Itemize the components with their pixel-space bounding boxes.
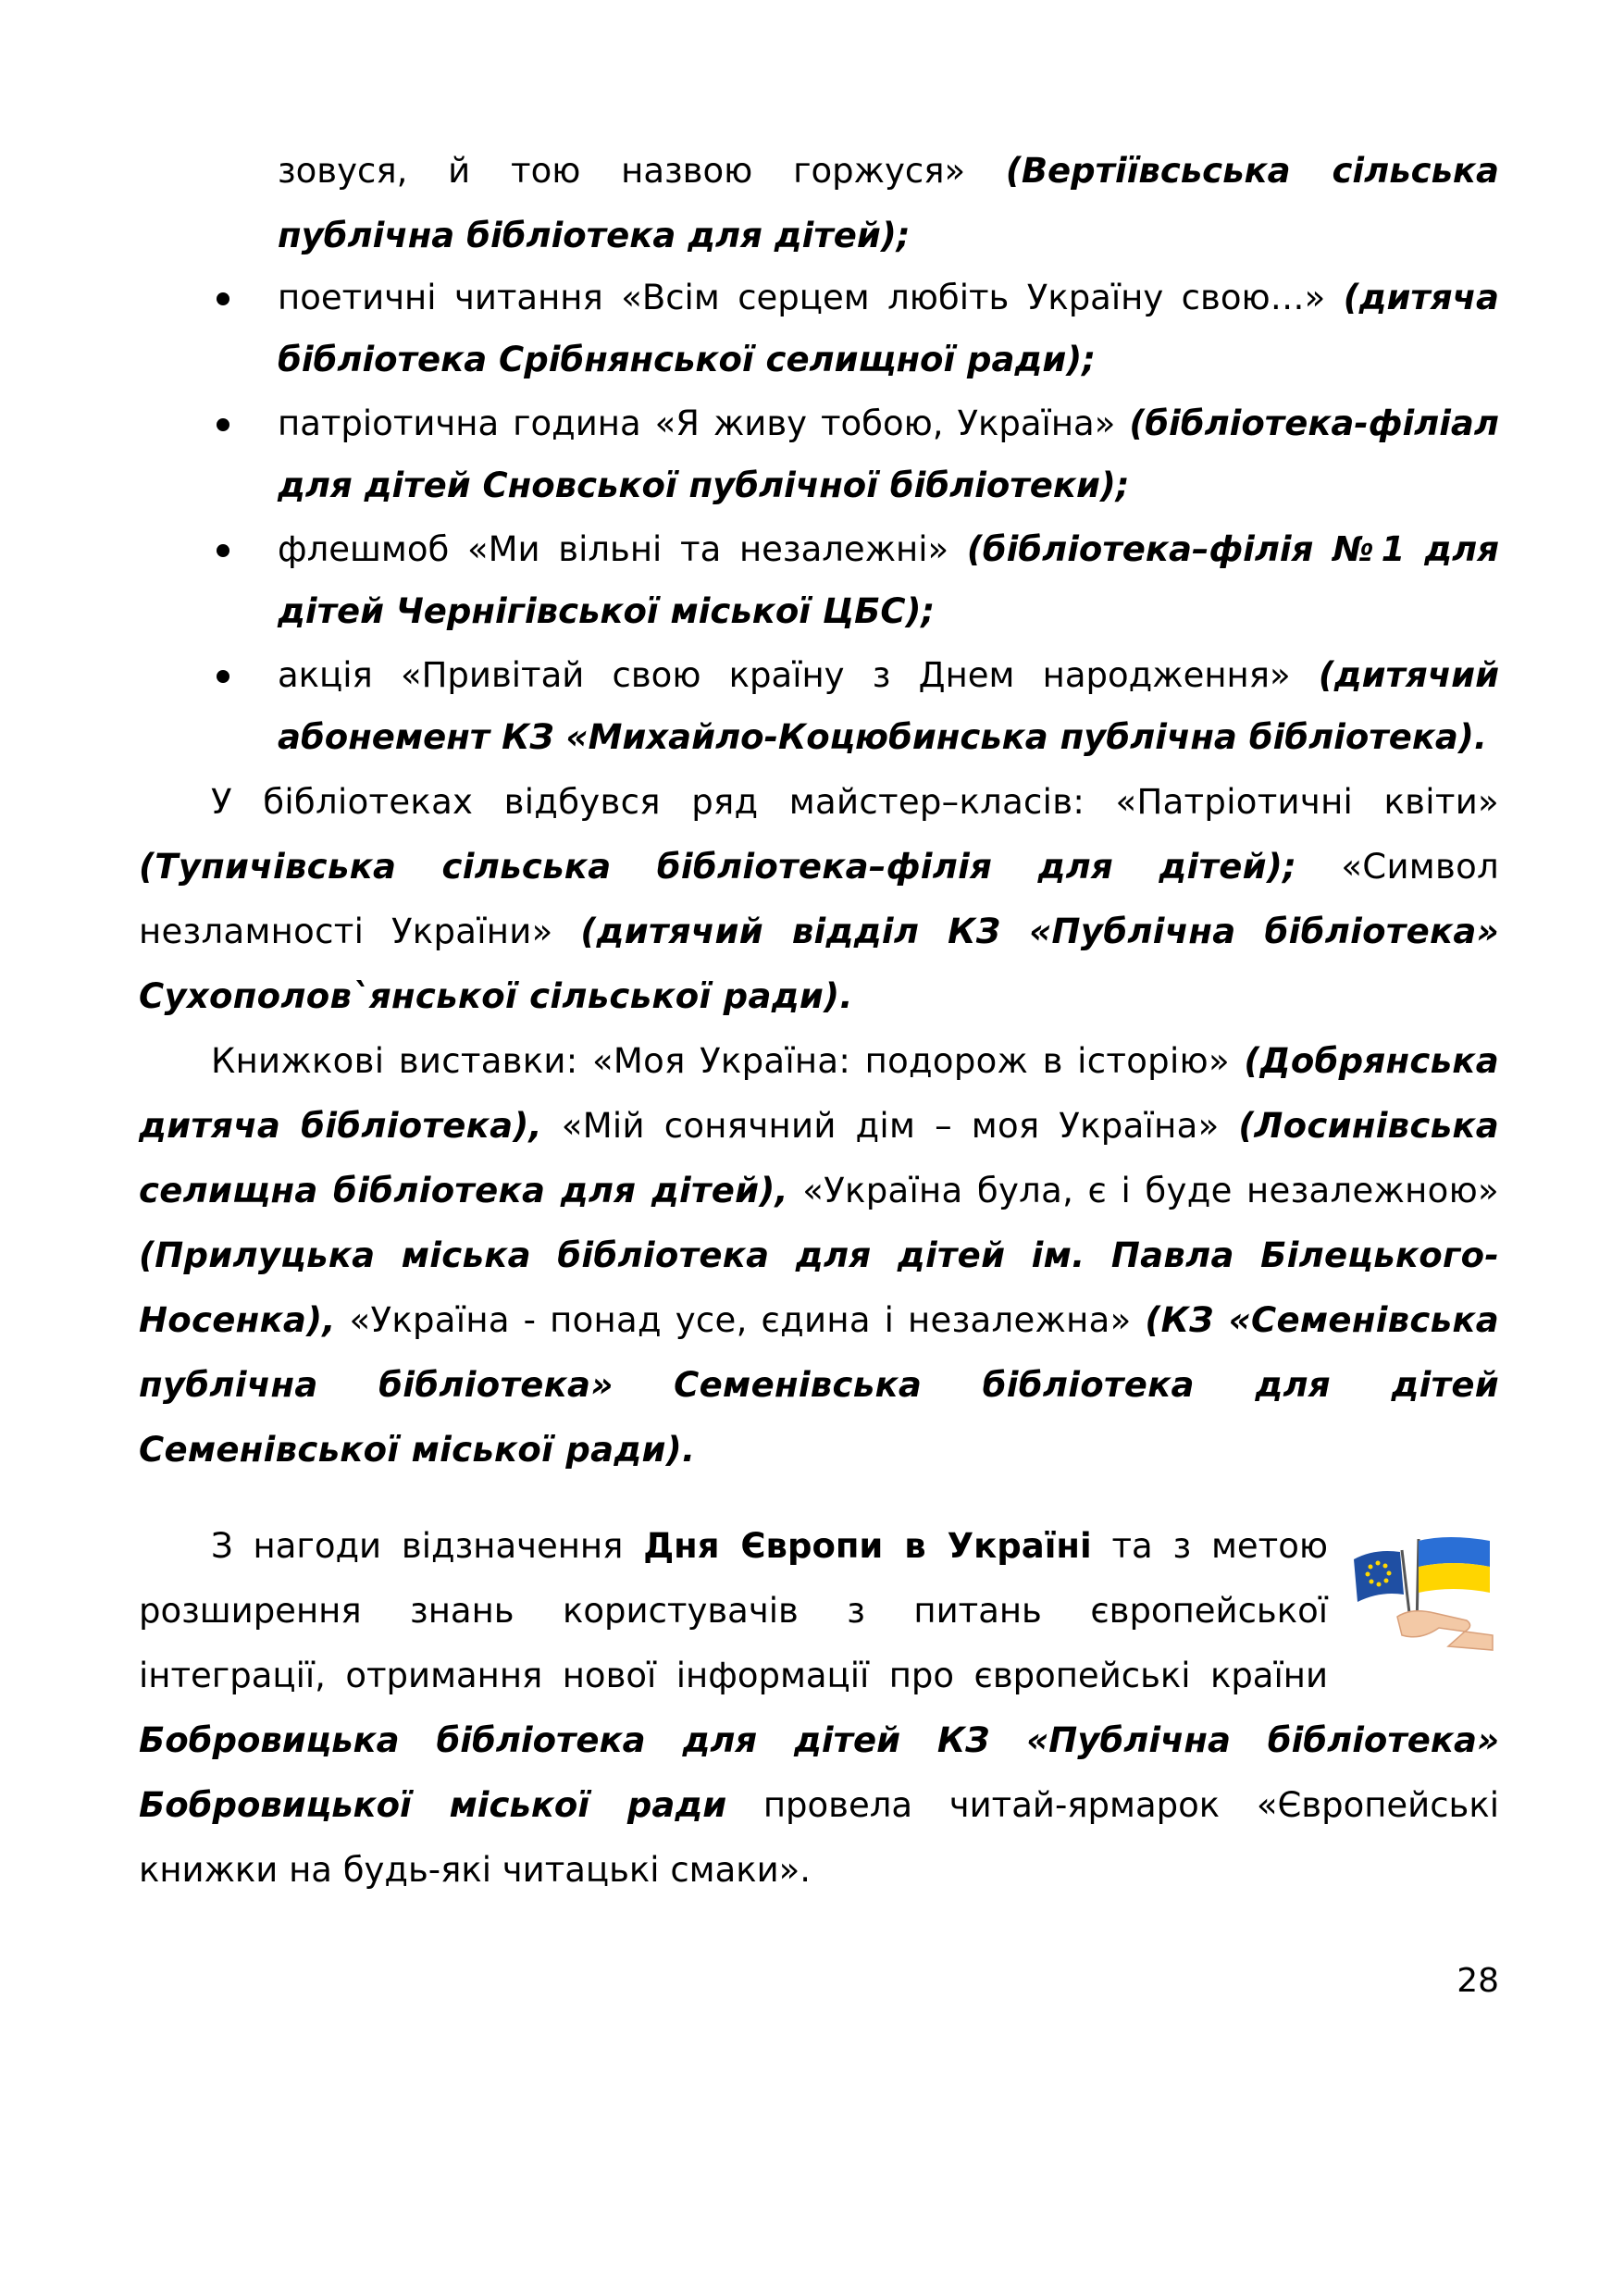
- paragraph-source: (Лосинівська селищна бібліотека для дітей),: [139, 1106, 1499, 1210]
- paragraph-text: У бібліотеках відбувся ряд майстер–класів: «Патріотичні квіти»: [211, 782, 1499, 822]
- flags-icon: [1346, 1532, 1494, 1657]
- eu-ukraine-flags-image: [1346, 1532, 1494, 1657]
- continuation-text: зовуся, й тою назвою горжуся»: [278, 151, 1006, 191]
- continuation-source: (Вертіївсьська сільська публічна бібліотека для дітей);: [278, 151, 1499, 255]
- bullet-icon: [217, 544, 229, 557]
- paragraph-europe-day: [139, 1514, 1499, 1903]
- paragraph-source: (дитячий відділ КЗ «Публічна бібліотека» Сухополов`янської сільської ради).: [139, 912, 1499, 1016]
- paragraph-text: «Мій сонячний дім – моя Україна»: [541, 1106, 1239, 1146]
- paragraph-text: провела читай-ярмарок «Європейські книжки на будь-які читацькі смаки».: [139, 1785, 1499, 1890]
- paragraph-source: (Прилуцька міська бібліотека для дітей ім. Павла Білецького-Носенка),: [139, 1235, 1499, 1340]
- list-item: [139, 267, 1499, 391]
- list-item-text: патріотична година «Я живу тобою, Україна»: [278, 403, 1130, 443]
- list-item-source: (дитячий абонемент КЗ «Михайло-Коцюбинська публічна бібліотека).: [278, 655, 1499, 757]
- paragraph-text: Книжкові виставки: «Моя Україна: подорож в історію»: [211, 1041, 1245, 1081]
- paragraph-text: та з метою розширення знань користувачів з питань європейської інтеграції, отримання нової інформації про європейські країни: [139, 1526, 1328, 1695]
- list-item-text: поетичні читання «Всім серцем любіть Україну свою…»: [278, 278, 1344, 317]
- event-list: [139, 267, 1499, 770]
- page-number: 28: [1457, 1962, 1499, 2000]
- list-item: [139, 644, 1499, 768]
- paragraph-text: «Україна була, є і буде незалежною»: [787, 1171, 1499, 1210]
- paragraph-text: З нагоди відзначення: [211, 1526, 644, 1566]
- europe-day-title: Дня Європи в Україні: [643, 1526, 1092, 1566]
- paragraph-source: Бобровицька бібліотека для дітей КЗ «Публічна бібліотека» Бобровицької міської ради: [139, 1720, 1499, 1825]
- bullet-icon: [217, 418, 229, 431]
- list-item: [139, 518, 1499, 642]
- bullet-icon: [217, 292, 229, 305]
- paragraph-source: (КЗ «Семенівська публічна бібліотека» Семенівська бібліотека для дітей Семенівської міської ради).: [139, 1300, 1499, 1470]
- paragraph-text: «Символ незламності України»: [139, 847, 1499, 951]
- paragraph-source: (Добрянська дитяча бібліотека),: [139, 1041, 1499, 1146]
- paragraph-source: (Тупичівська сільська бібліотека–філія для дітей);: [139, 847, 1297, 887]
- paragraph-text: «Україна - понад усе, єдина і незалежна»: [335, 1300, 1146, 1340]
- list-item-source: (дитяча бібліотека Срібнянської селищної ради);: [278, 278, 1499, 379]
- list-item-source: (бібліотека-філіал для дітей Сновської публічної бібліотеки);: [278, 403, 1499, 505]
- bullet-icon: [217, 670, 229, 683]
- list-item: [139, 392, 1499, 516]
- paragraph-exhibitions: [139, 1029, 1499, 1483]
- list-item-text: акція «Привітай свою країну з Днем народження»: [278, 655, 1319, 695]
- list-item-text: флешмоб «Ми вільні та незалежні»: [278, 529, 967, 569]
- continuation-line: [278, 139, 1499, 268]
- list-item-source: (бібліотека–філія №1 для дітей Чернігівської міської ЦБС);: [278, 529, 1500, 631]
- paragraph-masterclasses: [139, 770, 1499, 1029]
